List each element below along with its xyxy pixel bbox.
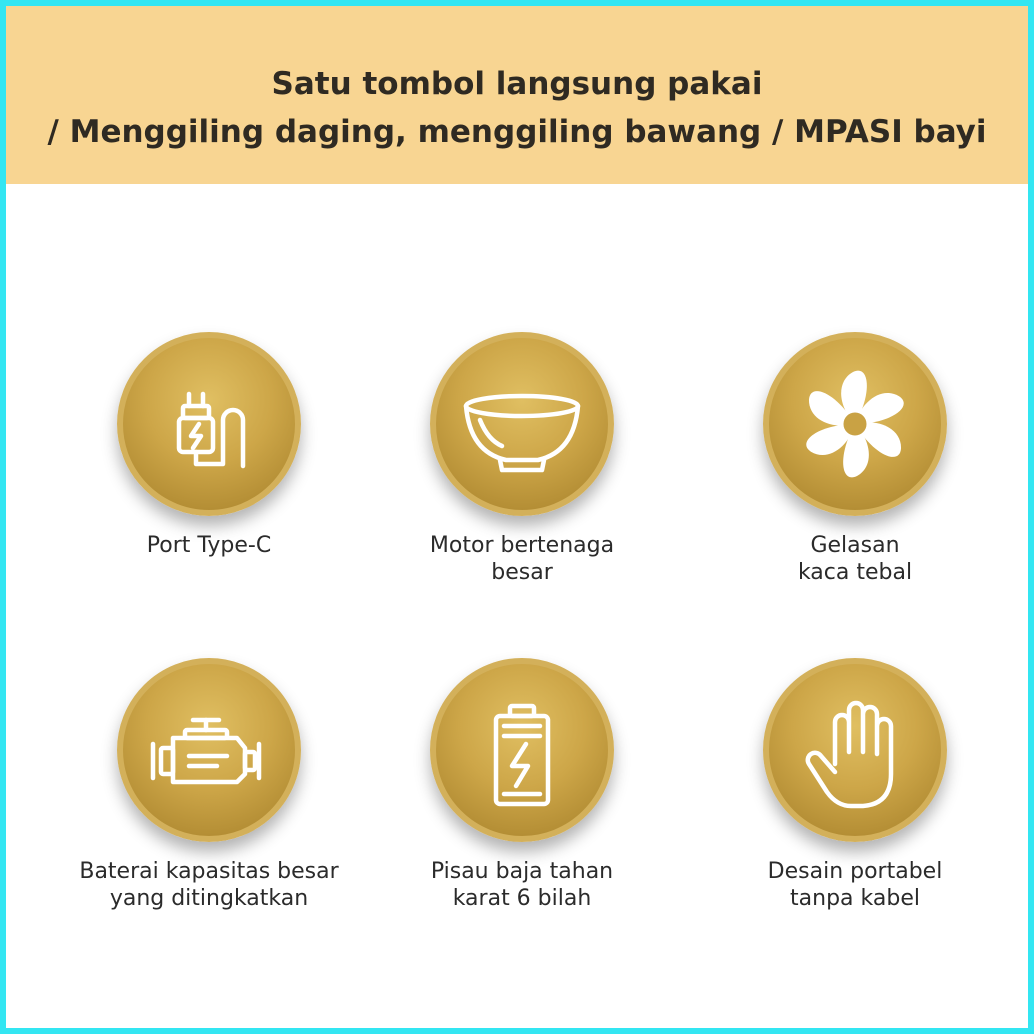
banner-title-line-1: Satu tombol langsung pakai [271, 66, 763, 102]
feature-caption-line-1: Pisau baja tahan [430, 859, 614, 884]
feature-port-type-c [49, 332, 369, 592]
feature-battery-capacity [49, 658, 369, 918]
banner-title-line-2: / Menggiling daging, menggiling bawang / MPASI bayi [47, 114, 987, 150]
feature-caption-line-1: Baterai kapasitas besar [79, 859, 339, 884]
engine-icon [123, 664, 295, 836]
feature-steel-blade [362, 658, 682, 918]
feature-caption-line-1: Port Type-C [146, 533, 272, 558]
feature-badge [430, 658, 614, 842]
battery-bolt-icon [436, 664, 608, 836]
feature-badge [117, 658, 301, 842]
feature-caption-line-2: karat 6 bilah [452, 886, 592, 911]
feature-caption-line-2: kaca tebal [797, 560, 913, 585]
feature-badge [763, 332, 947, 516]
feature-caption-line-1: Desain portabel [767, 859, 943, 884]
feature-motor [362, 332, 682, 592]
bowl-icon [436, 338, 608, 510]
feature-portable [695, 658, 1015, 918]
hand-icon [769, 664, 941, 836]
feature-caption-line-1: Motor bertenaga [429, 533, 615, 558]
feature-caption [695, 532, 1015, 586]
feature-badge [763, 658, 947, 842]
feature-glass [695, 332, 1015, 592]
feature-caption [362, 858, 682, 912]
feature-caption-line-2: besar [491, 560, 553, 585]
charger-plug-icon [123, 338, 295, 510]
feature-caption [362, 532, 682, 586]
feature-caption [49, 858, 369, 912]
title-banner [6, 6, 1028, 184]
feature-badge [430, 332, 614, 516]
feature-caption [49, 532, 369, 559]
feature-caption-line-2: tanpa kabel [790, 886, 920, 911]
feature-caption-line-1: Gelasan [810, 533, 900, 558]
feature-badge [117, 332, 301, 516]
feature-caption [695, 858, 1015, 912]
fan-blade-icon [769, 338, 941, 510]
feature-caption-line-2: yang ditingkatkan [109, 886, 309, 911]
